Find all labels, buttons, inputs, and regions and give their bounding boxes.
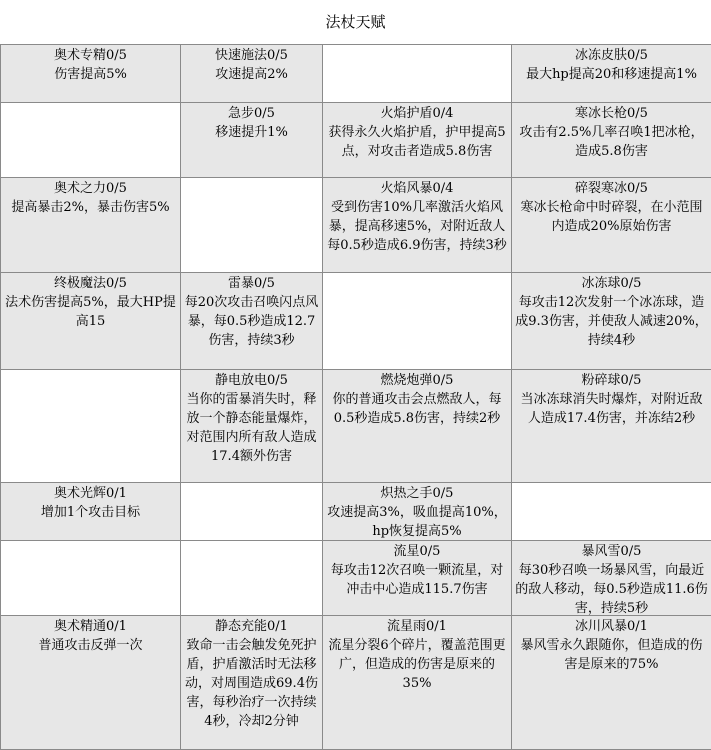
talent-description: 每30秒召唤一场暴风雪，向最近的敌人移动，每0.5秒造成11.6伤害，持续5秒 — [515, 563, 708, 616]
talent-cell — [511, 44, 711, 103]
talent-name: 奥术之力0/5 — [54, 181, 127, 196]
talent-cell — [0, 177, 181, 273]
talent-name: 火焰护盾0/4 — [380, 106, 454, 121]
talent-cell — [511, 102, 711, 178]
talent-description: 受到伤害10%几率激活火焰风暴，提高移速5%，对附近敌人每0.5秒造成6.9伤害，持续3秒 — [327, 200, 507, 253]
talent-name: 火焰风暴0/4 — [380, 181, 454, 196]
talent-cell — [0, 615, 181, 750]
talent-description: 法术伤害提高5%，最大HP提高15 — [5, 295, 176, 329]
talent-description: 移速提升1% — [215, 125, 288, 140]
talent-grid — [0, 44, 711, 749]
talent-name: 冰冻皮肤0/5 — [575, 48, 648, 63]
talent-description: 增加1个攻击目标 — [40, 505, 141, 520]
talent-cell — [180, 615, 323, 750]
talent-description: 寒冰长枪命中时碎裂，在小范围内造成20%原始伤害 — [520, 200, 703, 234]
talent-cell — [511, 540, 711, 616]
talent-cell — [0, 482, 181, 541]
talent-description: 普通攻击反弹一次 — [38, 638, 143, 653]
talent-cell — [180, 369, 323, 483]
talent-cell — [511, 615, 711, 750]
empty-cell — [0, 102, 181, 178]
talent-name: 奥术精通0/1 — [54, 619, 127, 634]
empty-cell — [0, 540, 181, 616]
talent-description: 你的普通攻击会点燃敌人，每0.5秒造成5.8伤害，持续2秒 — [332, 392, 502, 426]
talent-description: 每攻击12次召唤一颗流星，对冲击中心造成115.7伤害 — [330, 563, 504, 597]
talent-name: 炽热之手0/5 — [380, 486, 454, 501]
talent-description: 致命一击会触发免死护盾，护盾激活时无法移动，对周围造成69.4伤害，每秒治疗一次持续4秒，冷却2分钟 — [185, 638, 318, 729]
talent-cell — [511, 369, 711, 483]
empty-cell — [180, 482, 323, 541]
talent-name: 急步0/5 — [228, 106, 275, 121]
talent-name: 燃烧炮弹0/5 — [380, 373, 454, 388]
talent-name: 终极魔法0/5 — [54, 276, 127, 291]
talent-cell — [322, 615, 512, 750]
talent-cell — [511, 272, 711, 370]
talent-description: 获得永久火焰护盾，护甲提高5点，对攻击者造成5.8伤害 — [328, 125, 506, 159]
talent-description: 暴风雪永久跟随你，但造成的伤害是原来的75% — [520, 638, 703, 672]
talent-name: 雷暴0/5 — [228, 276, 275, 291]
talent-cell — [322, 177, 512, 273]
talent-name: 碎裂寒冰0/5 — [575, 181, 648, 196]
empty-cell — [180, 540, 323, 616]
talent-cell — [322, 540, 512, 616]
talent-description: 攻速提高2% — [215, 67, 288, 82]
talent-name: 静电放电0/5 — [215, 373, 288, 388]
talent-description: 流星分裂6个碎片，覆盖范围更广，但造成的伤害是原来的35% — [328, 638, 506, 691]
talent-name: 粉碎球0/5 — [581, 373, 642, 388]
talent-cell — [322, 369, 512, 483]
talent-description: 提高暴击2%，暴击伤害5% — [11, 200, 170, 215]
talent-cell — [322, 482, 512, 541]
talent-cell — [0, 272, 181, 370]
talent-description: 当你的雷暴消失时，释放一个静态能量爆炸，对范围内所有敌人造成17.4额外伤害 — [186, 392, 317, 464]
talent-description: 每攻击12次发射一个冰冻球，造成9.3伤害，并使敌人减速20%，持续4秒 — [515, 295, 708, 348]
empty-cell — [180, 177, 323, 273]
talent-name: 流星0/5 — [393, 544, 441, 559]
empty-cell — [0, 369, 181, 483]
talent-name: 流星雨0/1 — [387, 619, 447, 634]
talent-cell — [322, 102, 512, 178]
talent-name: 奥术光辉0/1 — [54, 486, 127, 501]
talent-name: 冰冻球0/5 — [581, 276, 642, 291]
empty-cell — [511, 482, 711, 541]
talent-name: 奥术专精0/5 — [54, 48, 127, 63]
talent-name: 暴风雪0/5 — [581, 544, 642, 559]
talent-cell — [180, 102, 323, 178]
talent-cell — [180, 44, 323, 103]
talent-cell — [511, 177, 711, 273]
talent-description: 攻击有2.5%几率召唤1把冰枪，造成5.8伤害 — [519, 125, 704, 159]
talent-name: 冰川风暴0/1 — [575, 619, 648, 634]
talent-name: 快速施法0/5 — [215, 48, 288, 63]
talent-description: 当冰冻球消失时爆炸，对附近敌人造成17.4伤害，并冻结2秒 — [520, 392, 703, 426]
talent-description: 伤害提高5% — [54, 67, 127, 82]
talent-description: 每20次攻击召唤闪点风暴，每0.5秒造成12.7伤害，持续3秒 — [184, 295, 319, 348]
talent-name: 寒冰长枪0/5 — [575, 106, 648, 121]
page-title: 法杖天赋 — [325, 13, 386, 31]
empty-cell — [322, 272, 512, 370]
talent-cell — [0, 44, 181, 103]
empty-cell — [322, 44, 512, 103]
talent-description: 攻速提高3%，吸血提高10%，hp恢复提高5% — [327, 505, 507, 539]
talent-description: 最大hp提高20和移速提高1% — [526, 67, 697, 82]
talent-cell — [180, 272, 323, 370]
talent-name: 静态充能0/1 — [215, 619, 288, 634]
